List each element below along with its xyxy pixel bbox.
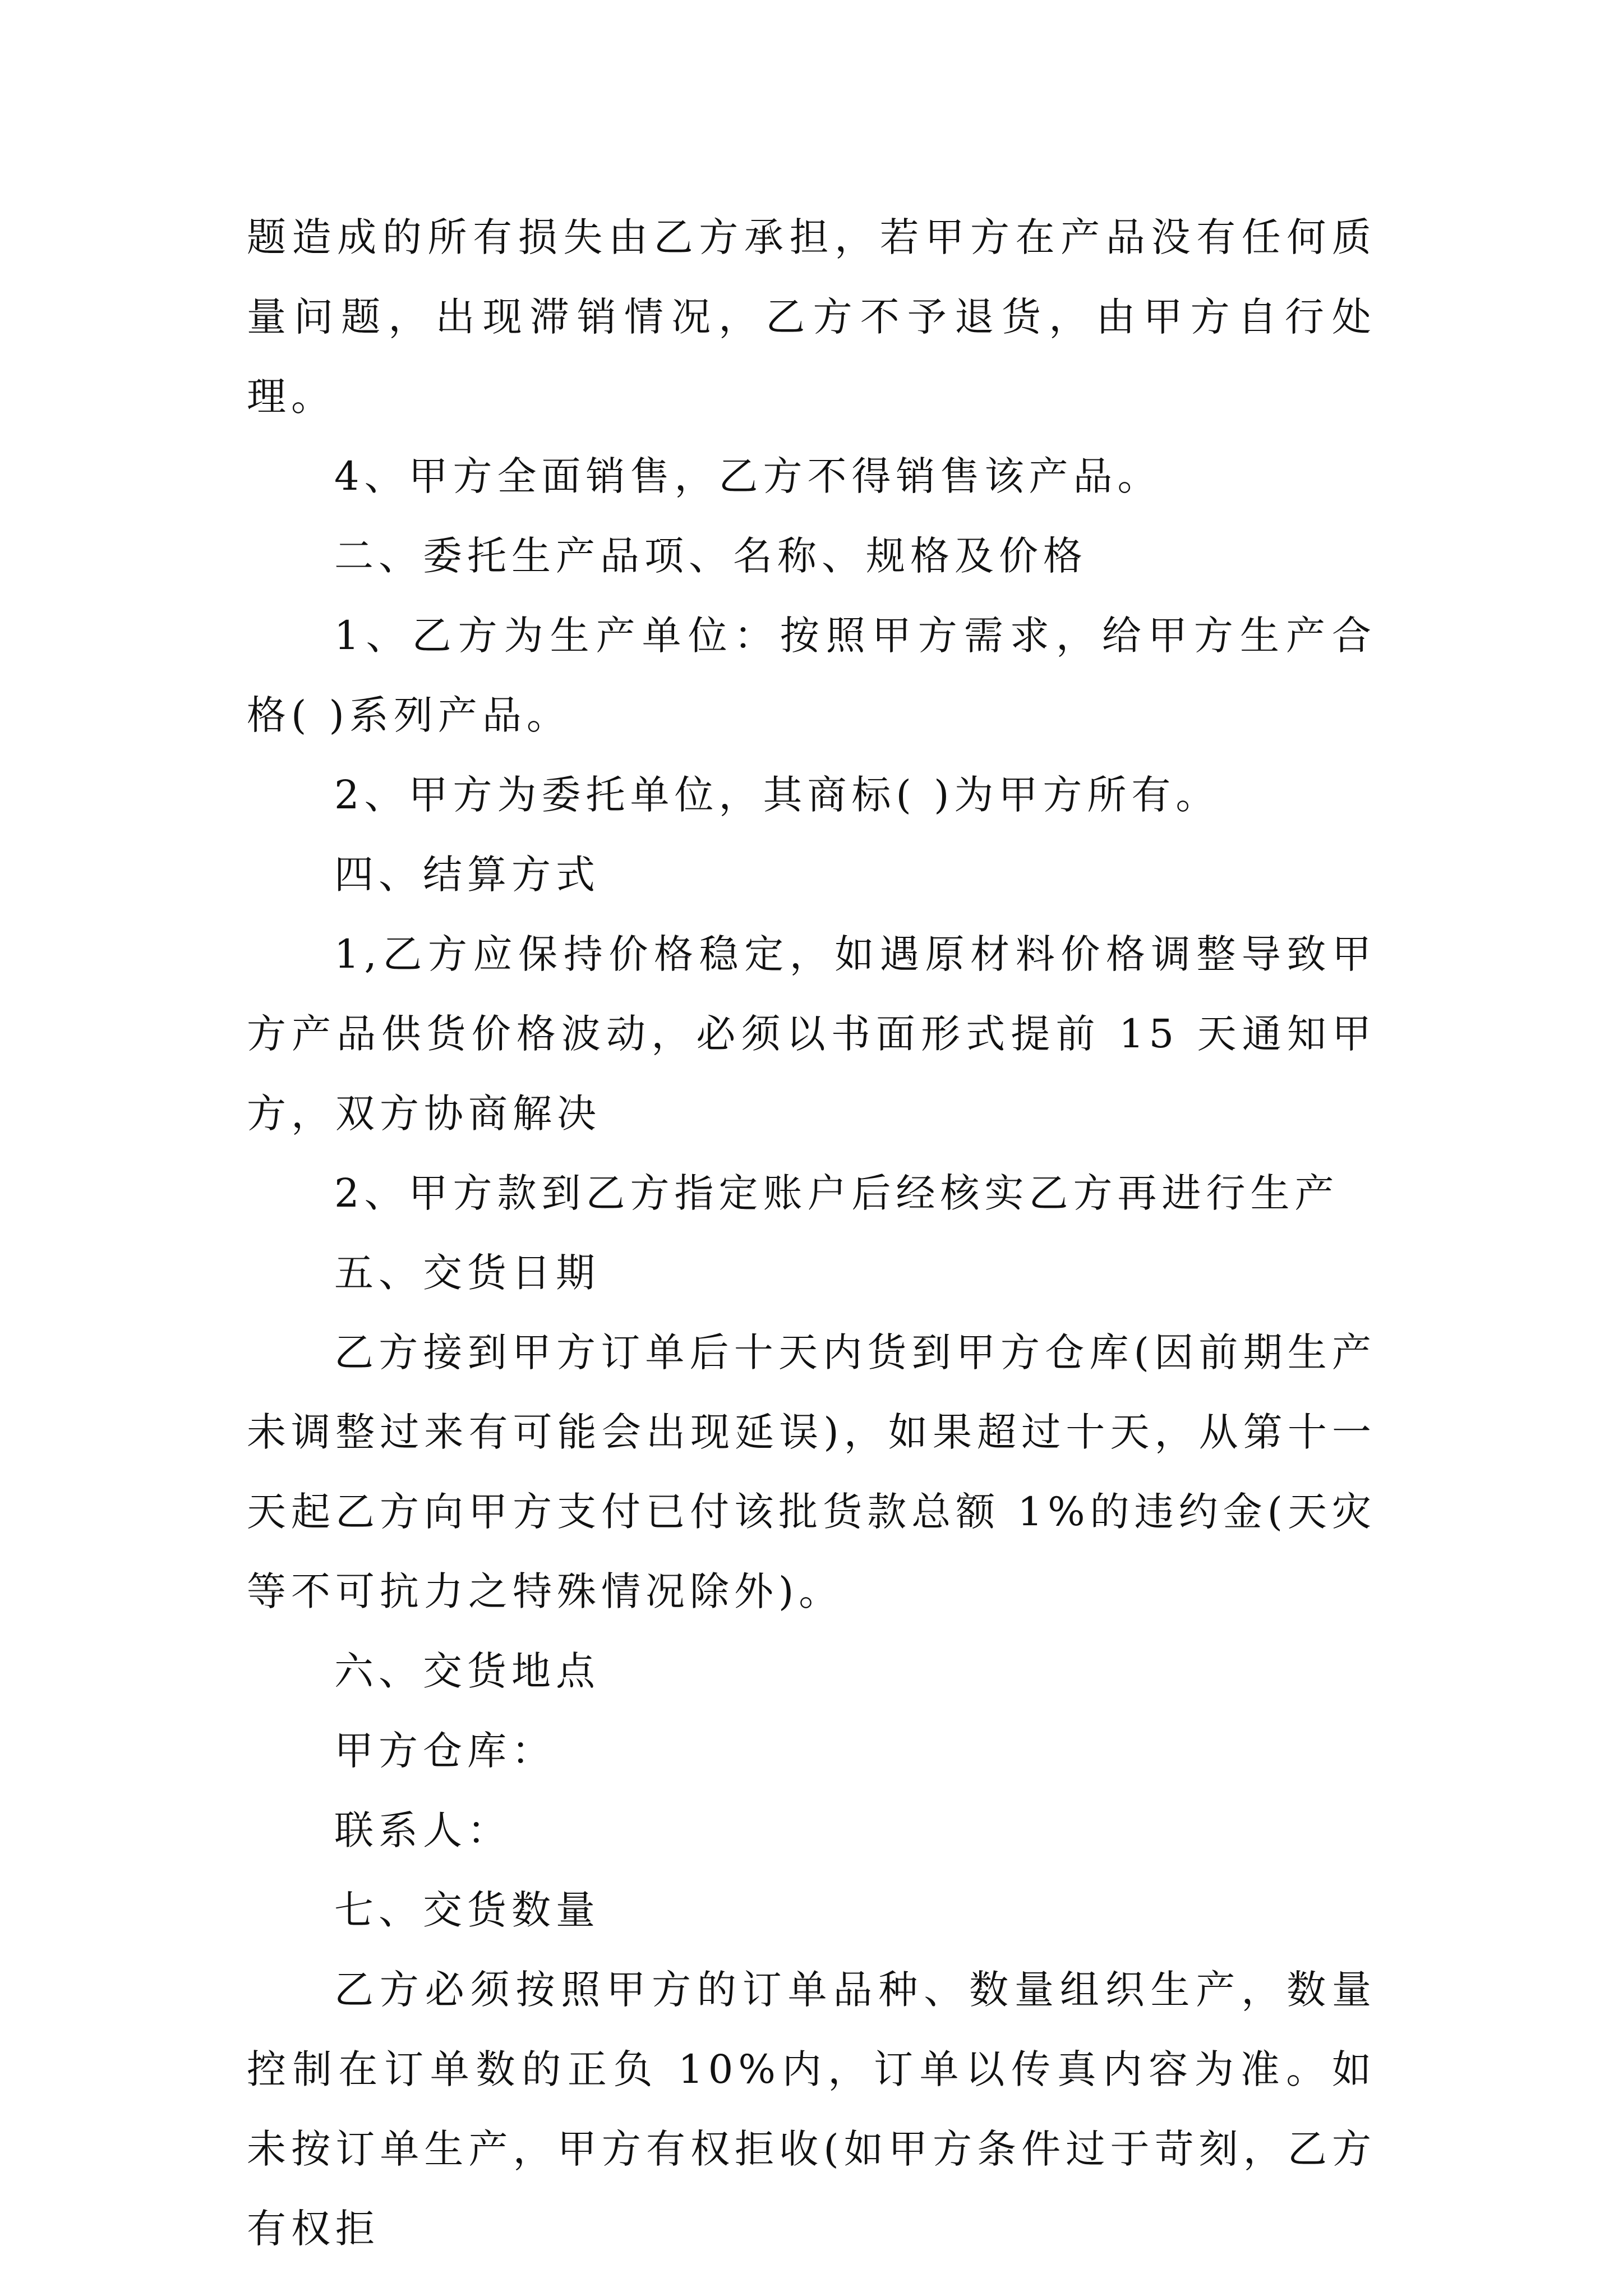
paragraph-clause-4-sales: 4、甲方全面销售，乙方不得销售该产品。 bbox=[334, 453, 1162, 499]
paragraph-clause-2-trademark: 2、甲方为委托单位，其商标( )为甲方所有。 bbox=[334, 772, 1220, 818]
section-heading-delivery-location: 六、交货地点 bbox=[334, 1648, 600, 1694]
paragraph-loss-responsibility: 题造成的所有损失由乙方承担，若甲方在产品没有任何质量问题，出现滞销情况，乙方不予退货，由甲方自行处理。 bbox=[247, 214, 1376, 420]
paragraph-delivery-terms: 乙方接到甲方订单后十天内货到甲方仓库(因前期生产未调整过来有可能会出现延误)，如果超过十天，从第十一天起乙方向甲方支付已付该批货款总额 1%的违约金(天灾等不可抗力之特殊情况除外)。 bbox=[247, 1329, 1376, 1614]
paragraph-price-stability: 1,乙方应保持价格稳定，如遇原材料价格调整导致甲方产品供货价格波动，必须以书面形式提前 15 天通知甲方，双方协商解决 bbox=[247, 931, 1376, 1137]
section-heading-entrusted-products: 二、委托生产品项、名称、规格及价格 bbox=[334, 533, 1087, 579]
paragraph-payment-production: 2、甲方款到乙方指定账户后经核实乙方再进行生产 bbox=[334, 1170, 1339, 1216]
section-heading-settlement: 四、结算方式 bbox=[334, 852, 600, 898]
section-heading-delivery-quantity: 七、交货数量 bbox=[334, 1887, 600, 1933]
paragraph-quantity-terms: 乙方必须按照甲方的订单品种、数量组织生产，数量控制在订单数的正负 10%内，订单以传真内容为准。如未按订单生产，甲方有权拒收(如甲方条件过于苛刻，乙方有权拒 bbox=[247, 1967, 1376, 2252]
field-contact-person: 联系人： bbox=[334, 1807, 511, 1853]
section-heading-delivery-date: 五、交货日期 bbox=[334, 1250, 600, 1296]
field-warehouse: 甲方仓库： bbox=[334, 1728, 556, 1774]
paragraph-clause-1-producer: 1、乙方为生产单位：按照甲方需求，给甲方生产合格( )系列产品。 bbox=[247, 613, 1376, 738]
document-body bbox=[247, 197, 1376, 2269]
